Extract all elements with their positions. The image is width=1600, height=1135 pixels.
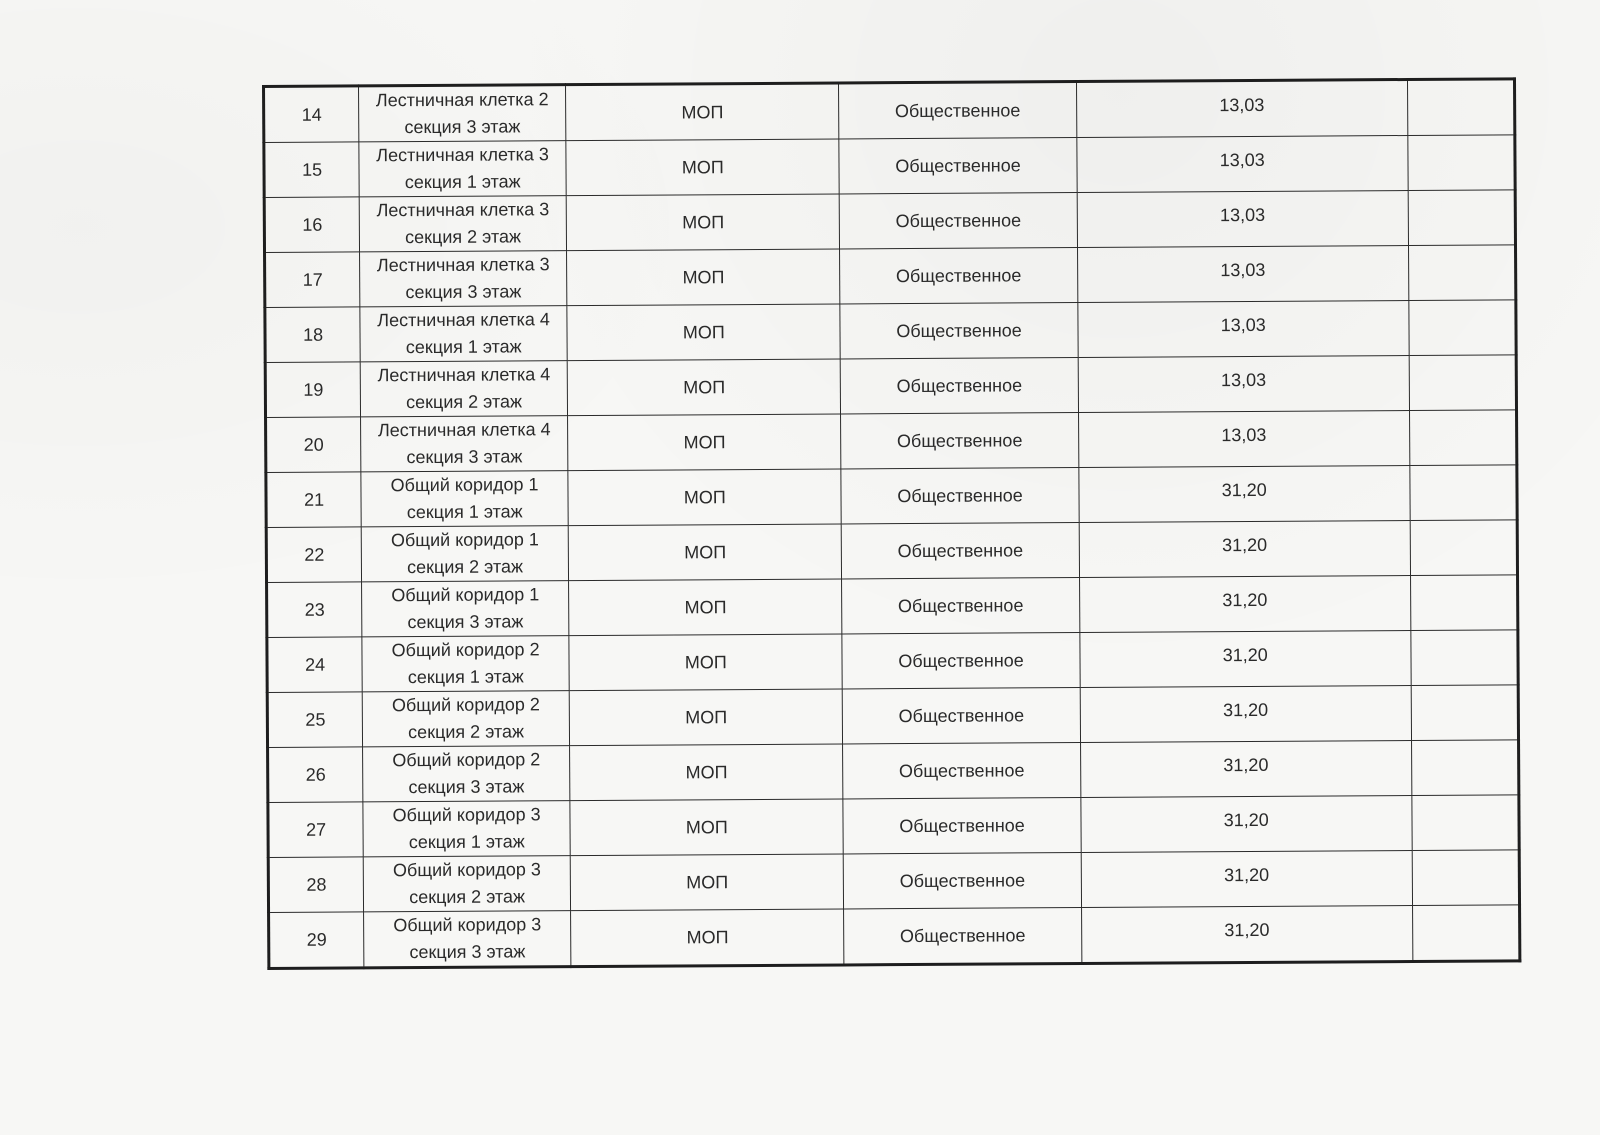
premises-name-line2: секция 3 этаж bbox=[407, 611, 524, 633]
premises-note bbox=[1412, 850, 1519, 906]
premises-use: Общественное bbox=[843, 743, 1081, 799]
premises-note bbox=[1407, 79, 1514, 136]
premises-table bbox=[262, 77, 1521, 970]
premises-type: МОП bbox=[570, 744, 844, 801]
row-number: 14 bbox=[264, 86, 359, 143]
premises-name-line2: секция 1 этаж bbox=[407, 666, 524, 688]
premises-name-line2: секция 2 этаж bbox=[405, 226, 522, 248]
premises-name-line1: Лестничная клетка 4 bbox=[377, 309, 550, 331]
premises-area bbox=[1078, 355, 1410, 412]
premises-name bbox=[361, 471, 568, 527]
row-number: 15 bbox=[264, 142, 359, 198]
premises-note bbox=[1409, 300, 1516, 356]
table-row bbox=[265, 245, 1516, 308]
premises-name-line2: секция 2 этаж bbox=[406, 391, 523, 413]
premises-area bbox=[1081, 905, 1413, 963]
premises-note bbox=[1409, 355, 1516, 411]
premises-name bbox=[363, 801, 570, 857]
premises-type: МОП bbox=[569, 634, 843, 691]
row-number: 26 bbox=[268, 747, 363, 803]
premises-use: Общественное bbox=[841, 358, 1079, 414]
row-number: 20 bbox=[266, 417, 361, 473]
premises-note bbox=[1408, 245, 1515, 301]
premises-type: МОП bbox=[568, 414, 842, 471]
premises-area bbox=[1079, 630, 1411, 687]
row-number: 22 bbox=[266, 527, 361, 583]
premises-note bbox=[1410, 575, 1517, 631]
premises-name-line1: Лестничная клетка 3 bbox=[376, 199, 550, 221]
premises-name bbox=[362, 581, 569, 637]
row-number: 27 bbox=[268, 802, 363, 858]
premises-use: Общественное bbox=[840, 248, 1078, 304]
premises-name bbox=[363, 856, 570, 912]
premises-name-line1: Общий коридор 3 bbox=[392, 859, 541, 881]
table-row bbox=[269, 905, 1520, 969]
table-row bbox=[265, 300, 1516, 363]
area-value: 31,20 bbox=[1222, 589, 1268, 610]
premises-type: МОП bbox=[569, 689, 843, 746]
premises-type: МОП bbox=[568, 524, 842, 581]
area-value: 31,20 bbox=[1222, 699, 1269, 720]
premises-name bbox=[362, 636, 569, 692]
premises-area bbox=[1079, 520, 1411, 577]
row-number: 29 bbox=[269, 912, 364, 969]
premises-use: Общественное bbox=[840, 303, 1078, 359]
premises-note bbox=[1412, 905, 1519, 962]
premises-area bbox=[1080, 795, 1412, 852]
premises-name-line2: секция 2 этаж bbox=[409, 886, 526, 908]
premises-type: МОП bbox=[566, 139, 840, 196]
table-row bbox=[266, 520, 1517, 583]
premises-area bbox=[1077, 246, 1409, 303]
premises-note bbox=[1412, 795, 1519, 851]
area-value: 31,20 bbox=[1224, 919, 1270, 940]
premises-name-line1: Лестничная клетка 2 bbox=[375, 89, 549, 111]
premises-use: Общественное bbox=[839, 138, 1077, 194]
table-row bbox=[268, 850, 1519, 913]
premises-name-line2: секция 3 этаж bbox=[409, 941, 526, 963]
premises-use: Общественное bbox=[843, 688, 1081, 744]
premises-name bbox=[359, 196, 566, 252]
premises-type: МОП bbox=[567, 249, 841, 306]
row-number: 18 bbox=[265, 307, 360, 363]
premises-use: Общественное bbox=[842, 523, 1080, 579]
table-row bbox=[268, 740, 1519, 803]
premises-name-line2: секция 2 этаж bbox=[408, 721, 525, 743]
premises-area bbox=[1081, 850, 1413, 907]
premises-name-line1: Общий коридор 1 bbox=[390, 474, 539, 496]
row-number: 25 bbox=[267, 692, 362, 748]
table-row bbox=[264, 135, 1515, 198]
premises-use: Общественное bbox=[843, 798, 1081, 854]
premises-name-line2: секция 3 этаж bbox=[406, 446, 523, 468]
premises-use: Общественное bbox=[840, 193, 1078, 249]
premises-name-line2: секция 3 этаж bbox=[408, 776, 525, 798]
premises-name bbox=[360, 306, 567, 362]
row-number: 24 bbox=[267, 637, 362, 693]
area-value: 31,20 bbox=[1223, 754, 1269, 775]
premises-name-line1: Общий коридор 2 bbox=[391, 694, 540, 716]
row-number: 21 bbox=[266, 472, 361, 528]
premises-type: МОП bbox=[570, 854, 844, 911]
area-value: 13,03 bbox=[1219, 94, 1265, 115]
premises-name-line1: Общий коридор 1 bbox=[390, 529, 539, 551]
table-row bbox=[267, 575, 1518, 638]
premises-name-line2: секция 1 этаж bbox=[404, 171, 521, 193]
premises-area bbox=[1080, 685, 1412, 742]
area-value: 13,03 bbox=[1219, 149, 1265, 170]
area-value: 31,20 bbox=[1221, 534, 1268, 555]
premises-name bbox=[361, 526, 568, 582]
premises-use: Общественное bbox=[841, 468, 1079, 524]
premises-name bbox=[359, 85, 566, 142]
premises-area bbox=[1077, 191, 1409, 248]
premises-area bbox=[1076, 136, 1408, 193]
area-value: 13,03 bbox=[1221, 424, 1267, 445]
premises-name-line1: Лестничная клетка 3 bbox=[376, 254, 550, 276]
premises-name bbox=[361, 416, 568, 472]
premises-name-line2: секция 2 этаж bbox=[407, 556, 524, 578]
row-number: 19 bbox=[265, 362, 360, 418]
premises-note bbox=[1411, 685, 1518, 741]
premises-use: Общественное bbox=[841, 413, 1079, 469]
area-value: 13,03 bbox=[1219, 204, 1266, 225]
premises-note bbox=[1411, 630, 1518, 686]
premises-use: Общественное bbox=[844, 908, 1082, 965]
premises-type: МОП bbox=[566, 194, 840, 251]
premises-note bbox=[1408, 135, 1515, 191]
area-value: 31,20 bbox=[1223, 809, 1269, 830]
premises-type: МОП bbox=[566, 83, 840, 141]
row-number: 28 bbox=[268, 857, 363, 913]
premises-type: МОП bbox=[568, 469, 842, 526]
premises-name bbox=[360, 251, 567, 307]
premises-note bbox=[1408, 190, 1515, 246]
premises-use: Общественное bbox=[842, 578, 1080, 634]
premises-name-line1: Общий коридор 3 bbox=[392, 804, 541, 826]
premises-area bbox=[1078, 410, 1410, 467]
table-row bbox=[265, 355, 1516, 418]
premises-type: МОП bbox=[571, 909, 845, 967]
area-value: 13,03 bbox=[1220, 314, 1266, 335]
premises-note bbox=[1410, 520, 1517, 576]
table-row bbox=[268, 795, 1519, 858]
premises-name-line1: Общий коридор 2 bbox=[391, 639, 540, 661]
premises-name-line1: Лестничная клетка 4 bbox=[377, 364, 551, 386]
premises-use: Общественное bbox=[842, 633, 1080, 689]
premises-name-line2: секция 3 этаж bbox=[405, 281, 522, 303]
premises-area bbox=[1076, 80, 1408, 138]
premises-name bbox=[362, 691, 569, 747]
table-row bbox=[266, 465, 1517, 528]
premises-name bbox=[359, 141, 566, 197]
premises-name-line2: секция 1 этаж bbox=[405, 336, 522, 358]
premises-type: МОП bbox=[567, 304, 841, 361]
premises-name bbox=[364, 911, 571, 968]
premises-name-line1: Общий коридор 3 bbox=[393, 914, 542, 936]
premises-type: МОП bbox=[567, 359, 841, 416]
premises-type: МОП bbox=[569, 579, 843, 636]
premises-name-line1: Общий коридор 2 bbox=[392, 749, 541, 771]
premises-name bbox=[363, 746, 570, 802]
table-row bbox=[264, 79, 1515, 143]
premises-name-line1: Лестничная клетка 3 bbox=[376, 144, 549, 166]
row-number: 17 bbox=[265, 252, 360, 308]
premises-type: МОП bbox=[570, 799, 844, 856]
premises-use: Общественное bbox=[839, 82, 1077, 139]
premises-note bbox=[1410, 465, 1517, 521]
premises-name bbox=[360, 361, 567, 417]
premises-name-line1: Лестничная клетка 4 bbox=[377, 419, 551, 441]
area-value: 13,03 bbox=[1220, 369, 1267, 390]
table-row bbox=[266, 410, 1517, 473]
area-value: 31,20 bbox=[1223, 864, 1270, 885]
premises-area bbox=[1078, 465, 1410, 522]
area-value: 13,03 bbox=[1220, 259, 1266, 280]
premises-use: Общественное bbox=[844, 853, 1082, 909]
table-body bbox=[264, 79, 1520, 969]
premises-note bbox=[1409, 410, 1516, 466]
premises-name-line2: секция 1 этаж bbox=[406, 501, 523, 523]
premises-area bbox=[1080, 740, 1412, 797]
premises-area bbox=[1079, 575, 1411, 632]
row-number: 16 bbox=[264, 197, 359, 253]
premises-name-line2: секция 1 этаж bbox=[408, 831, 525, 853]
row-number: 23 bbox=[267, 582, 362, 638]
area-value: 31,20 bbox=[1221, 479, 1267, 500]
table-row bbox=[264, 190, 1515, 253]
area-value: 31,20 bbox=[1222, 644, 1268, 665]
table-row bbox=[267, 685, 1518, 748]
premises-note bbox=[1411, 740, 1518, 796]
premises-name-line1: Общий коридор 1 bbox=[391, 584, 540, 606]
premises-name-line2: секция 3 этаж bbox=[404, 116, 521, 138]
table-row bbox=[267, 630, 1518, 693]
premises-area bbox=[1077, 300, 1409, 357]
